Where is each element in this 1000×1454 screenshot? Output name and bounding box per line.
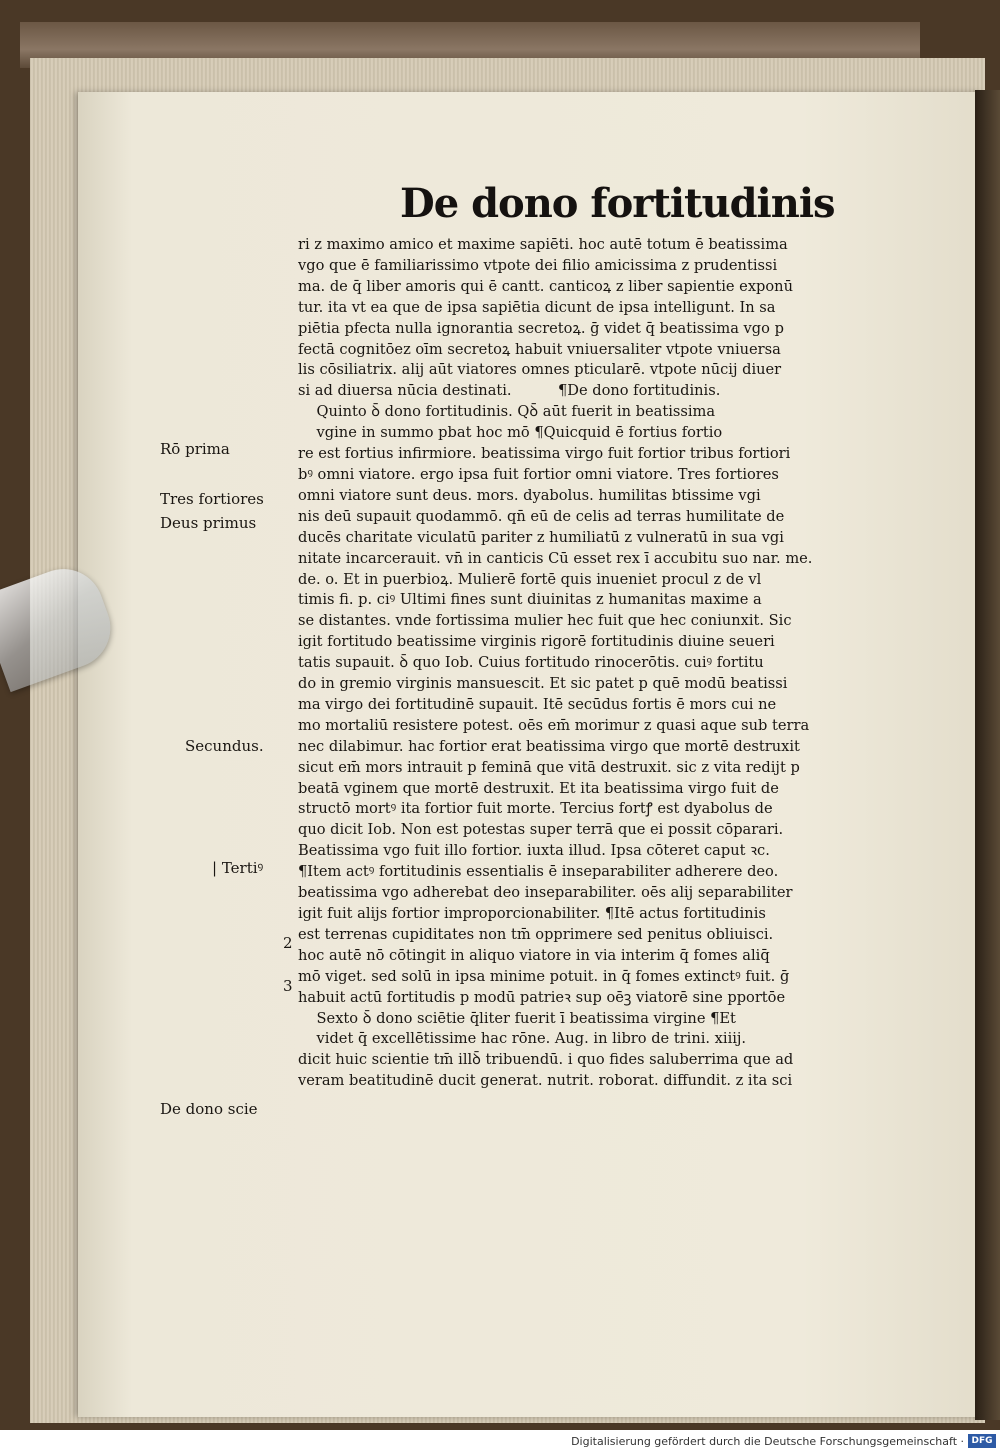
margin-note: 3 — [283, 977, 293, 995]
text-line: se distantes. vnde fortissima mulier hec fuit que hec coniunxit. Sic — [298, 612, 792, 630]
text-line: nitate incarcerauit. vn̄ in canticis Cū esset rex ī accubitu suo nar. me. — [298, 549, 813, 567]
text-line: igit fuit alijs fortior improporcionabiliter. ¶Itē actus fortitudinis — [298, 905, 766, 922]
text-line: vgo que ē familiarissimo vtpote dei filio amicissima z prudentissi — [298, 256, 778, 274]
text-line: videt q̄ excellētissime hac rōne. Aug. in libro de trini. xiiij. — [298, 1030, 747, 1048]
margin-note: Rō prima — [160, 440, 230, 458]
text-line: veram beatitudinē ducit generat. nutrit. roborat. diffundit. z ita sci — [298, 1072, 793, 1090]
text-line: fectā cognitōez oīm secretoꝝ habuit vniuersaliter vtpote vniuersa — [298, 340, 781, 358]
text-line: est terrenas cupiditates non tm̄ opprimere sed penitus obliuisci. — [298, 925, 774, 943]
text-line: nis deū supauit quodammō. qn̄ eū de celis ad terras humilitate de — [298, 507, 785, 525]
text-line: structō mortꝰ ita fortior fuit morte. Tercius fortꝭ est dyabolus de — [298, 800, 773, 818]
text-line: mō viget. sed solū in ipsa minime potuit. in q̄ fomes extinctꝰ fuit. ḡ — [298, 967, 790, 985]
text-line: nec dilabimur. hac fortior erat beatissima virgo que mortē destruxit — [298, 737, 800, 755]
text-line: Beatissima vgo fuit illo fortior. iuxta illud. Ipsa cōteret caput ꝛc. — [298, 842, 770, 860]
text-line: timis fi. p. ciꝰ Ultimi fines sunt diuinitas z humanitas maxime a — [298, 591, 762, 609]
text-line: si ad diuersa nūcia destinati. ¶De dono fortitudinis. — [298, 382, 721, 400]
funding-credit: Digitalisierung gefördert durch die Deutsche Forschungsgemeinschaft · — [571, 1435, 964, 1448]
text-line: bꝰ omni viatore. ergo ipsa fuit fortior omni viatore. Tres fortiores — [298, 465, 779, 483]
text-line: ¶Item actꝰ fortitudinis essentialis ē inseparabiliter adherere deo. — [298, 863, 779, 881]
gutter-shadow — [975, 90, 1000, 1420]
text-line: de. o. Et in puerbioꝝ. Mulierē fortē quis inueniet procul z de vl — [298, 570, 762, 588]
text-line: mo mortaliū resistere potest. oēs em̄ morimur z quasi aque sub terra — [298, 716, 810, 734]
margin-note: 2 — [283, 934, 293, 952]
text-line: dicit huic scientie tm̄ illꝺ̄ tribuendū. i quo fides saluberrima que ad — [298, 1051, 794, 1069]
text-line: habuit actū fortitudis p modū patrieꝛ sup oēꝫ viatorē sine pportōe — [298, 988, 786, 1006]
text-line: sicut em̄ mors intrauit p feminā que vitā destruxit. sic z vita redijt p — [298, 758, 800, 776]
text-line: vgine in summo pbat hoc mō ¶Quicquid ē fortius fortio — [298, 424, 723, 442]
text-line: tur. ita vt ea que de ipsa sapiētia dicunt de ipsa intelligunt. In sa — [298, 298, 776, 316]
running-header: De dono fortitudinis — [400, 180, 835, 227]
text-line: ducēs charitate viculatū pariter z humiliatū z vulneratū in sua vgi — [298, 528, 784, 546]
text-line: quo dicit Iob. Non est potestas super terrā que ei possit cōparari. — [298, 821, 784, 839]
text-line: lis cōsiliatrix. alij aūt viatores omnes pticularē. vtpote nūcij diuer — [298, 361, 782, 379]
dfg-logo: DFG — [968, 1434, 996, 1448]
text-line: do in gremio virginis mansuescit. Et sic patet p quē modū beatissi — [298, 675, 788, 693]
text-line: igit fortitudo beatissime virginis rigorē fortitudinis diuine seueri — [298, 633, 775, 651]
text-line: Sexto ꝺ̄ dono sciētie q̄liter fuerit ī beatissima virgine ¶Et — [298, 1009, 736, 1027]
text-line: beatissima vgo adherebat deo inseparabiliter. oēs alij separabiliter — [298, 884, 793, 902]
text-line: hoc autē nō cōtingit in aliquo viatore in via interim q̄ fomes aliq̄ — [298, 946, 770, 964]
body-text — [298, 235, 870, 1092]
text-line: tatis supauit. ꝺ̄ quo Iob. Cuius fortitudo rinocerōtis. cuiꝰ fortitu — [298, 654, 764, 672]
text-line: beatā vginem que mortē destruxit. Et ita beatissima virgo fuit de — [298, 779, 779, 797]
text-line: piētia pfecta nulla ignorantia secretoꝝ. ḡ videt q̄ beatissima vgo p — [298, 319, 784, 337]
margin-note: | Tertiꝰ — [212, 859, 264, 877]
text-line: ma. de q̄ liber amoris qui ē cantt. canticoꝝ z liber sapientie exponū — [298, 277, 793, 295]
text-line: omni viatore sunt deus. mors. dyabolus. humilitas btissime vgi — [298, 486, 761, 504]
margin-note: Tres fortiores — [160, 490, 264, 508]
margin-note: Deus primus — [160, 514, 257, 532]
text-line: ma virgo dei fortitudinē supauit. Itē secūdus fortis ē mors cui ne — [298, 695, 777, 713]
text-line: re est fortius infirmiore. beatissima virgo fuit fortior tribus fortiori — [298, 445, 791, 463]
footer-bar — [0, 1430, 1000, 1454]
text-line: ri z maximo amico et maxime sapiēti. hoc autē totum ē beatissima — [298, 236, 788, 253]
margin-note: Secundus. — [185, 737, 264, 755]
margin-note: De dono scie — [160, 1100, 258, 1118]
text-line: Quinto ꝺ̄ dono fortitudinis. Qꝺ̄ aūt fuerit in beatissima — [298, 403, 716, 421]
